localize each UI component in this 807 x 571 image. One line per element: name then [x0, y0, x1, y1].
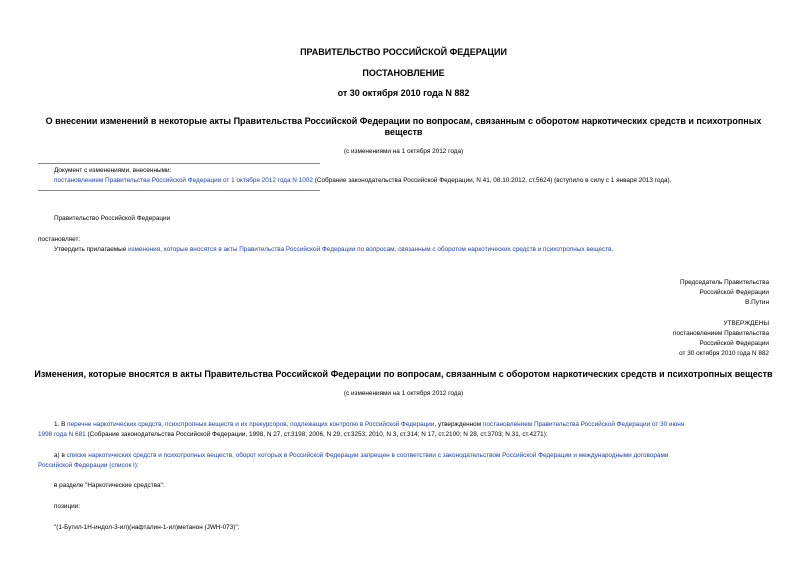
narcotics-list-link[interactable]: перечне наркотических средств, психотропных веществ и их прекурсоров, подлежащих контролю в Российской Федерации: [67, 421, 435, 428]
signature-title: Председатель Правительства: [680, 279, 769, 286]
approved-heading: УТВЕРЖДЕНЫ: [723, 320, 769, 327]
paragraph-a-suffix: :: [136, 462, 139, 469]
changes-top-rule: [38, 163, 320, 164]
paragraph-1-line-1: [54, 421, 769, 428]
decree-681-link-continued[interactable]: 1998 года N 681: [38, 431, 86, 438]
list-one-link-continued[interactable]: Российской Федерации (список I): [38, 462, 137, 469]
list-one-link[interactable]: списке наркотических средств и психотропных веществ, оборот которых в Российской Федерации запрещен в соответствии с законодательством Российской Федерации и международными договорами: [66, 452, 669, 459]
amendment-source: (Собрание законодательства Российской Федерации, N 41, 08.10.2012, ст.5624) (вступило в силу с 1 января 2013 года).: [312, 177, 672, 184]
positions-label: позиции:: [54, 503, 81, 510]
section-title: Изменения, которые вносятся в акты Правительства Российской Федерации по вопросам, связанным с оборотом наркотических средств и психотропных веществ: [34, 369, 773, 379]
changes-bottom-rule: [38, 190, 320, 191]
decrees-word: постановляет:: [38, 236, 81, 243]
document-date: от 30 октября 2010 года N 882: [337, 88, 470, 98]
amendment-link[interactable]: постановлением Правительства Российской Федерации от 1 октября 2012 года N 1002: [54, 177, 313, 184]
substance-entry: "(1-Бутил-1Н-индол-3-ил)(нафталин-1-ил)метанон (JWH-073)";: [54, 524, 240, 531]
section-edition: (с изменениями на 1 октября 2012 года): [343, 390, 464, 397]
decree-681-link[interactable]: постановлением Правительства Российской Федерации от 30 июня: [482, 421, 685, 428]
approved-date: от 30 октября 2010 года N 882: [679, 350, 769, 357]
approved-country: Российской Федерации: [699, 340, 769, 347]
approve-paragraph: [54, 246, 613, 253]
changes-annex-link[interactable]: изменения, которые вносятся в акты Правительства Российской Федерации по вопросам, связанным с оборотом наркотических средств и психотропных веществ: [128, 246, 612, 253]
paragraph-a-line-2: [38, 462, 139, 469]
paragraph-1-mid: , утвержденном: [434, 421, 483, 428]
paragraph-a-prefix: а) в: [54, 452, 67, 459]
paragraph-1-source: (Собрание законодательства Российской Федерации, 1998, N 27, ст.3198; 2006, N 29, ст.3253; 2010, N 3, ст.314; N 17, ст.2100; N 28, ст.3703; N 31, ст.4271):: [85, 431, 548, 438]
signature-country: Российской Федерации: [699, 289, 769, 296]
government-heading: ПРАВИТЕЛЬСТВО РОССИЙСКОЙ ФЕДЕРАЦИИ: [300, 47, 507, 57]
government-line: Правительство Российской Федерации: [54, 215, 171, 222]
approve-prefix: Утвердить прилагаемые: [54, 246, 129, 253]
document-type: ПОСТАНОВЛЕНИЕ: [362, 68, 445, 78]
section-reference: в разделе "Наркотические средства":: [54, 482, 165, 489]
document-title: О внесении изменений в некоторые акты Правительства Российской Федерации по вопросам, связанным с оборотом наркотических средств и психотропных: [45, 116, 762, 126]
edition-note: (с изменениями на 1 октября 2012 года): [343, 148, 464, 155]
changes-label: Документ с изменениями, внесенными:: [54, 167, 172, 174]
document-title-continued: веществ: [384, 127, 423, 137]
approve-suffix: .: [611, 246, 614, 253]
paragraph-a-line-1: [54, 452, 668, 459]
approved-by: постановлением Правительства: [673, 330, 769, 337]
changes-reference: [54, 177, 671, 184]
signature-name: В.Путин: [745, 299, 769, 306]
paragraph-1-number: 1. В: [54, 421, 68, 428]
paragraph-1-line-2: [38, 431, 548, 438]
